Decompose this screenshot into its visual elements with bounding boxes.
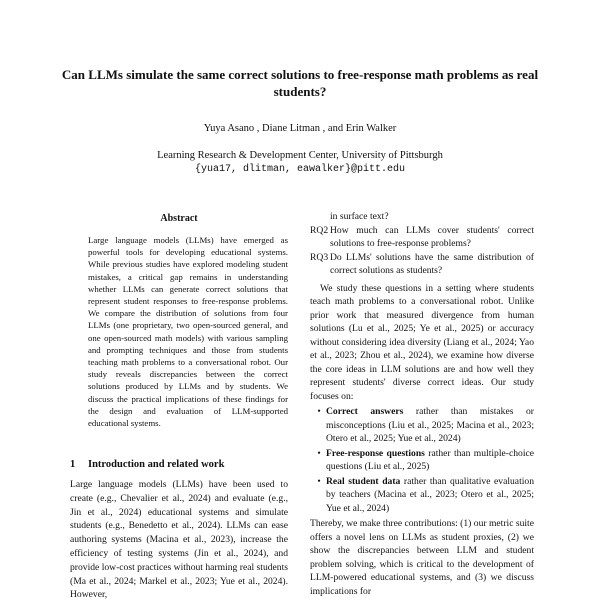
- research-question-rq2: [310, 224, 534, 251]
- section-number: 1: [70, 459, 76, 470]
- bullet-text: rather than multiple-choice questions (Liu et al., 2025): [326, 447, 534, 472]
- bullet-bold: Real student data: [326, 475, 401, 487]
- right-column: [310, 210, 534, 599]
- abstract-body: Large language models (LLMs) have emerged as powerful tools for developing educational systems. While previous studies have explored modeling student mistakes, a critical gap remains in understanding whether LLMs can generate correct solutions that represent student responses to free-response problems. We compare the distribution of solutions from four LLMs (one proprietary, two open-sourced general, and one open-sourced math models) with various sampling and prompting techniques and those from students teaching math problems to a conversational robot. Our study reveals discrepancies between the correct solutions produced by LLMs and by students. We discuss the practical implications of these findings for the design and evaluation of LLM-supported educational systems.: [88, 235, 288, 429]
- focus-bullet-list: [310, 405, 534, 515]
- focus-bullet-item: [310, 405, 534, 446]
- abstract-heading: Abstract: [160, 213, 198, 224]
- contributions-paragraph: Thereby, we make three contributions: (1) our metric suite offers a novel lens on LLMs as student proxies, (2) we show the discrepancies between LLM and student problem solving, which is critical to the development of LLM-powered educational systems, and (3) we discuss implications for: [310, 518, 534, 597]
- author-list: Yuya Asano , Diane Litman , and Erin Walker: [203, 123, 397, 134]
- focus-bullet-item: [310, 447, 534, 474]
- bullet-text: rather than qualitative evaluation by teachers (Macina et al., 2023; Otero et al., 2025; Yue et al., 2024): [326, 475, 534, 514]
- rq-text: How much can LLMs cover students' correct solutions to free-response problems?: [330, 224, 534, 249]
- bullet-bold: Correct answers: [326, 406, 404, 417]
- study-paragraph: We study these questions in a setting where students teach math problems to a conversational robot. Unlike prior work that measured divergence from human solutions (Lu et al., 2025; Ye et al., 2025) or accuracy without considering idea diversity (Liang et al., 2024; Yao et al., 2023; Zhou et al., 2024), we examine how diverse the core ideas in LLM solutions are and how well they represent students' diverse correct ideas. Our study focuses on:: [310, 282, 534, 402]
- bullet-dot-icon: •: [317, 406, 321, 417]
- section-heading-introduction: [70, 458, 288, 472]
- bullet-dot-icon: •: [317, 475, 321, 487]
- rq-text: Do LLMs' solutions have the same distribution of correct solutions as students?: [330, 251, 534, 276]
- affiliation: Learning Research & Development Center, University of Pittsburgh: [157, 150, 443, 161]
- bullet-dot-icon: •: [317, 447, 321, 459]
- focus-bullet-item: [310, 475, 534, 516]
- rq1-continuation: in surface text?: [330, 211, 389, 222]
- rq-label: RQ3: [310, 251, 329, 263]
- introduction-body: Large language models (LLMs) have been used to create (e.g., Chevalier et al., 2024) and evaluate (e.g., Jin et al., 2024) educational systems and simulate students (e.g., Benedetto et al., 2024). LLMs can ease authoring systems (Macina et al., 2023), increase the efficiency of testing systems (Jin et al., 2024), and provide low-cost practices without harming real students (Ma et al., 2024; Markel et al., 2023; Yue et al., 2024). However,: [70, 479, 288, 601]
- bullet-bold: Free-response questions: [326, 447, 425, 459]
- bullet-text: rather than mistakes or misconceptions (Liu et al., 2025; Macina et al., 2023; Otero et al., 2025; Yue et al., 2024): [326, 406, 534, 444]
- left-column: [70, 212, 288, 601]
- rq-label: RQ2: [310, 224, 329, 236]
- author-emails: {yua17, dlitman, eawalker}@pitt.edu: [194, 164, 406, 175]
- paper-title: Can LLMs simulate the same correct solutions to free-response math problems as real students?: [61, 67, 539, 99]
- research-question-rq3: [310, 251, 534, 278]
- section-title: Introduction and related work: [88, 459, 225, 470]
